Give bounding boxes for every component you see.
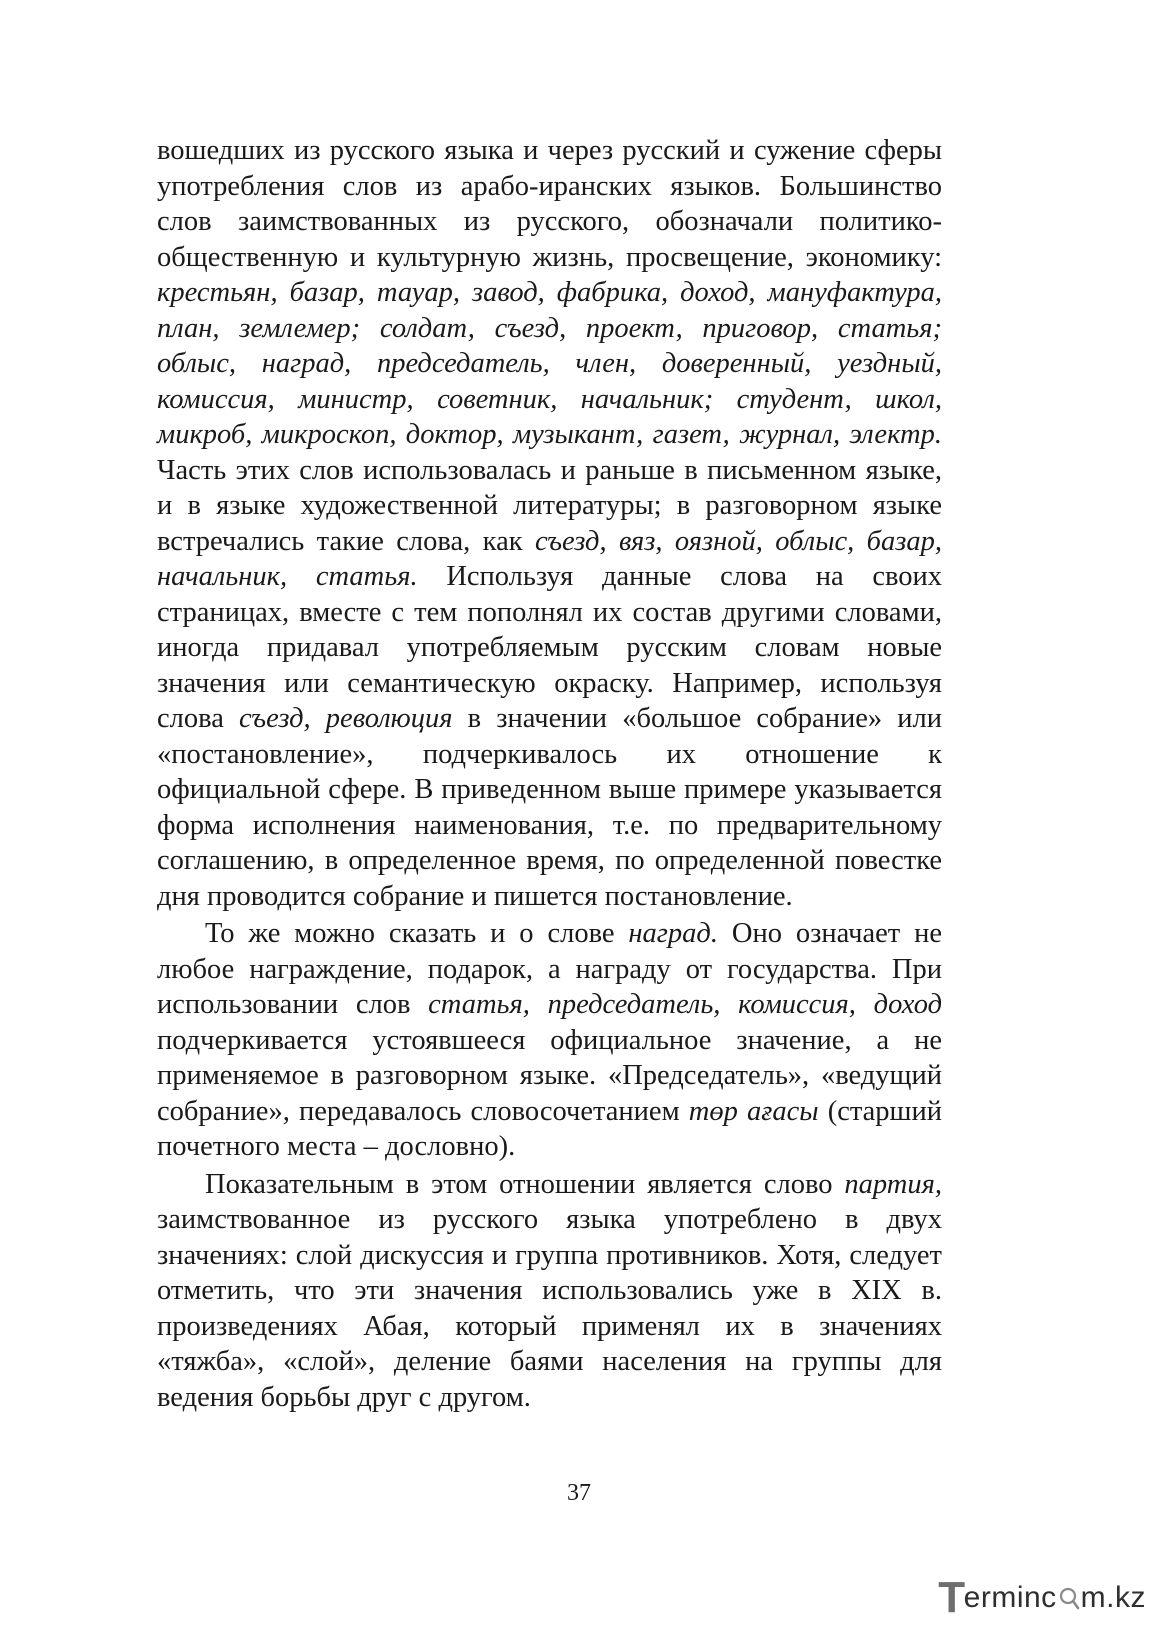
search-icon <box>1058 1585 1080 1611</box>
body-text <box>157 133 942 1415</box>
text-run: вошедших из русского языка и через русский и сужение сферы употребления слов из арабо-иранских языков. Большинство слов заимствованных из русского, обозначали политико-общественную и культурную жизнь, просвещение, экономику: <box>157 135 942 273</box>
watermark-logo <box>938 1573 1146 1623</box>
text-run: Часть этих слов использовалась и раньше в письменном языке, и в языке художественной литературы; в разговорном языке встречались такие слова, как <box>157 454 942 557</box>
watermark-text-part1: erminc <box>963 1581 1057 1614</box>
italic-text: наград. <box>628 918 718 949</box>
paragraph <box>157 916 942 1165</box>
italic-text: статья, председатель, комиссия, доход <box>428 989 942 1020</box>
paragraph <box>157 1167 942 1416</box>
text-run: То же можно сказать и о слове <box>205 918 629 949</box>
text-run: в значении «большое собрание» или «постановление», подчеркивалось их отношение к официальной сфере. В приведенном выше примере указывается форма исполнения наименования, т.е. по предварительному соглашению, в определенное время, по определенной повестке дня проводится собрание и пишется постановление. <box>157 703 942 912</box>
watermark-first-letter: T <box>938 1573 966 1622</box>
italic-text: съезд, вяз, оязной, облыс, базар, начальник, статья. <box>157 525 942 592</box>
text-run: Используя данные слова на своих страницах, вместе с тем пополнял их состав другими словами, иногда придавал употребляемым русским словам новые значения или семантическую окраску. Например, используя слова <box>157 561 942 734</box>
text-run: Показательным в этом отношении является слово <box>205 1168 845 1200</box>
text-run: Оно означает не любое награждение, подарок, а награду от государства. При использовании слов <box>157 918 942 1020</box>
italic-text: съезд, революция <box>239 703 453 734</box>
italic-text: төр ағасы <box>688 1095 819 1127</box>
text-run: заимствованное из русского языка употреблено в двух значениях: слой дискуссия и группа противников. Хотя, следует отметить, что эти значения использовались уже в XIX в. произведениях Абая, который применял их в значениях «тяжба», «слой», деление баями населения на группы для ведения борьбы друг с другом. <box>157 1204 942 1413</box>
page-number: 37 <box>567 1480 591 1506</box>
text-run: (старший почетного места – дословно). <box>157 1095 942 1162</box>
text-run: подчеркивается устоявшееся официальное значение, а не применяемое в разговорном языке. «Председатель», «ведущий собрание», передавалось словосочетанием <box>157 1024 942 1127</box>
watermark-text-part2: m.kz <box>1080 1581 1146 1614</box>
italic-text: крестьян, базар, тауар, завод, фабрика, доход, мануфактура, план, землемер; солдат, съезд, проект, приговор, статья; облыс, наград, председатель, член, доверенный, уездный, комиссия, министр, советник, начальник; студент, школ, микроб, микроскоп, доктор, музыкант, газет, журнал, электр. <box>157 277 942 450</box>
paragraph <box>157 133 942 914</box>
italic-text: партия, <box>844 1168 942 1200</box>
